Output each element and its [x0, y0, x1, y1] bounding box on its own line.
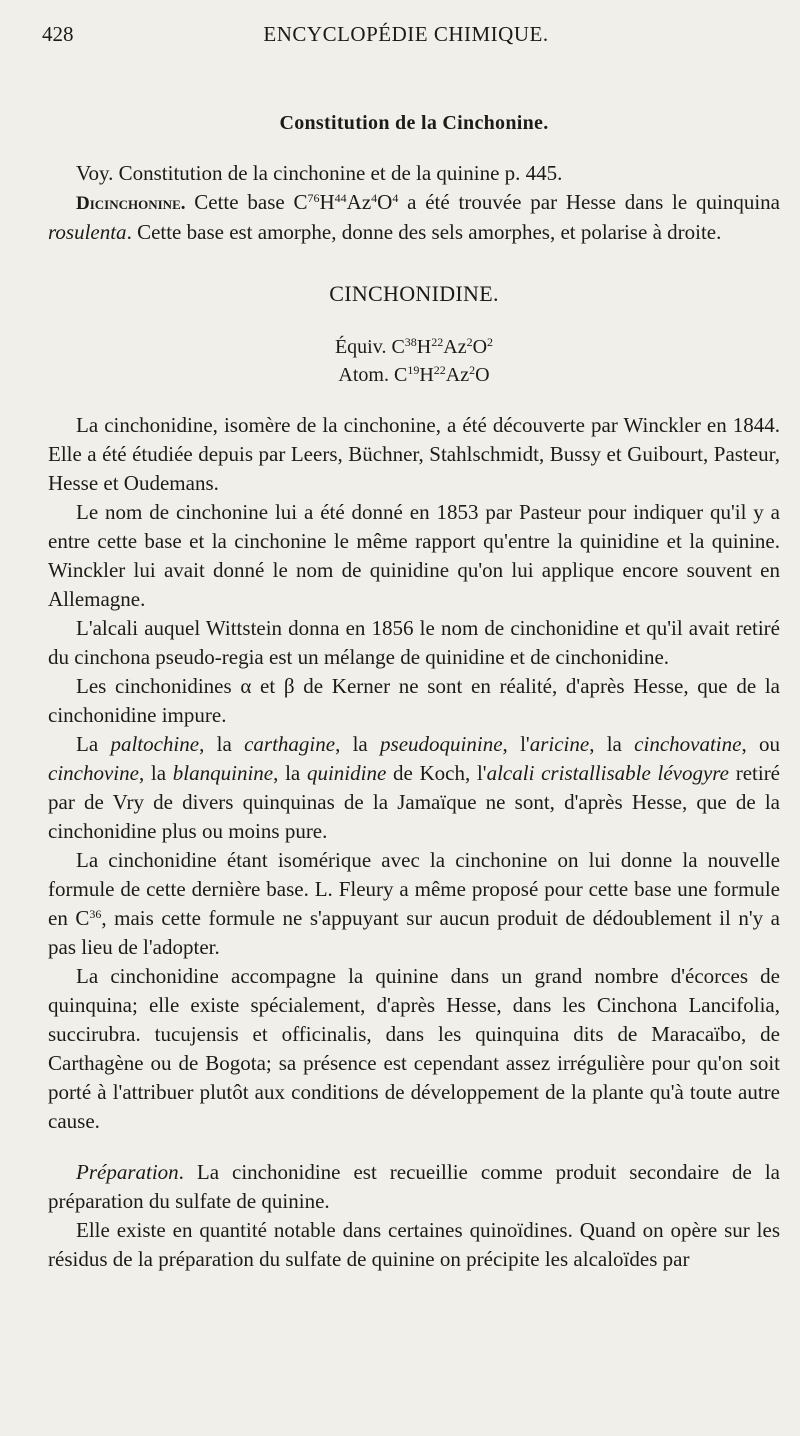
paragraph-naming: Le nom de cinchonine lui a été donné en 1853 par Pasteur pour indiquer qu'il y a entre cette base et la cinchonine le même rapport qu'entre la quinidine et la quinine. Winckler lui avait donné le nom de quinidine qu'on lui applique encore souvent en Allemagne.: [48, 500, 780, 611]
text-run: , ou: [741, 732, 781, 756]
text-run: , l': [502, 732, 530, 756]
running-title: ENCYCLOPÉDIE CHIMIQUE.: [263, 22, 549, 46]
text-run: O: [377, 190, 393, 214]
text-run: Az: [346, 190, 372, 214]
page-header: [42, 22, 770, 52]
italic-term: cinchovine: [48, 761, 139, 785]
atom-formula: [48, 361, 780, 389]
paragraph-preparation: [48, 1158, 780, 1216]
text-run: , mais cette formule ne s'appuyant sur aucun produit de dédoublement il n'y a pas lieu de l'adopter.: [48, 906, 780, 959]
italic-heading: Préparation: [76, 1160, 179, 1184]
text-run: , la: [335, 732, 381, 756]
paragraph-occurrence: La cinchonidine accompagne la quinine dans un grand nombre d'écorces de quinquina; elle existe spécialement, d'après Hesse, dans les Cinchona Lancifolia, succirubra. tucujensis et officinalis, dans les quinquina dits de Maracaïbo, de Carthagène ou de Bogota; sa présence est cependant assez irrégulière pour qu'on soit porté à l'attribuer plutôt aux conditions de développement de la plante qu'à toute autre cause.: [48, 964, 780, 1133]
element-symbol: O: [475, 364, 490, 386]
paragraph-discovery: La cinchonidine, isomère de la cinchonine, a été découverte par Winckler en 1844. Elle a été étudiée depuis par Leers, Büchner, Stahlschmidt, Bussy et Guibourt, Pasteur, Hesse et Oudemans.: [48, 413, 780, 495]
text-run: de Koch, l': [386, 761, 487, 785]
text-run: , la: [138, 761, 173, 785]
italic-term: aricine: [529, 732, 590, 756]
italic-term: blanquinine: [172, 761, 274, 785]
text-run: , la: [589, 732, 635, 756]
paragraph-wittstein: L'alcali auquel Wittstein donna en 1856 le nom de cinchonidine et qu'il avait retiré du cinchona pseudo-regia est un mélange de quinidine et de cinchonidine.: [48, 616, 780, 669]
element-symbol: H: [416, 336, 432, 358]
text-run: , la: [273, 761, 307, 785]
superscript: 76: [307, 191, 320, 205]
text-run: . La cinchonidine est recueillie comme produit secondaire de la préparation du sulfate de quinine.: [48, 1160, 780, 1213]
italic-term: cinchovatine: [634, 732, 742, 756]
element-symbol: C: [391, 336, 405, 358]
italic-term: carthagine: [244, 732, 336, 756]
superscript: 4: [371, 191, 378, 205]
dicinchonine-paragraph: [48, 188, 780, 247]
superscript: 22: [431, 335, 444, 349]
element-symbol: Az: [443, 336, 467, 358]
element-symbol: O: [472, 336, 488, 358]
equiv-formula: [48, 333, 780, 361]
section-title: Constitution de la Cinchonine.: [279, 112, 549, 134]
superscript: 2: [487, 335, 494, 349]
italic-term: pseudoquinine: [380, 732, 503, 756]
paragraph-synonyms: [48, 730, 780, 846]
element-symbol: Az: [445, 364, 470, 386]
text-run: La: [76, 732, 111, 756]
superscript: 36: [89, 907, 102, 921]
superscript: 2: [466, 335, 473, 349]
superscript: 19: [407, 363, 420, 377]
text-run: , la: [199, 732, 245, 756]
voy-reference: Voy. Constitution de la cinchonine et de la quinine p. 445.: [76, 161, 563, 185]
italic-term: rosulenta: [48, 220, 127, 244]
formula-label: Atom.: [338, 364, 394, 386]
dicinchonine-term: Dicinchonine.: [76, 193, 186, 214]
chapter-title: CINCHONIDINE.: [329, 281, 499, 306]
italic-term: quinidine: [306, 761, 387, 785]
text-run: a été trouvée par Hesse dans le quinquina: [398, 190, 780, 214]
page-content: [48, 112, 780, 1274]
spacer: [48, 1136, 780, 1158]
text-run: H: [319, 190, 335, 214]
page-number: 428: [42, 22, 74, 46]
formula-label: Équiv.: [334, 336, 392, 358]
text-run: La cinchonidine étant isomérique avec la cinchonine on lui donne la nouvelle formule de cette dernière base. L. Fleury a même proposé pour cette base une formule en C: [48, 848, 780, 930]
element-symbol: H: [419, 364, 434, 386]
text-run: . Cette base est amorphe, donne des sels amorphes, et polarise à droite.: [126, 220, 722, 244]
paragraph-quinoidines: Elle existe en quantité notable dans certaines quinoïdines. Quand on opère sur les résidus de la préparation du sulfate de quinine on précipite les alcaloïdes par: [48, 1218, 780, 1271]
italic-term: alcali cristallisable lévogyre: [486, 761, 729, 785]
italic-term: paltochine: [110, 732, 200, 756]
text-run: retiré par de Vry de divers quinquinas de la Jamaïque ne sont, d'après Hesse, que de la cinchonidine plus ou moins pure.: [48, 761, 781, 843]
text-run: Cette base C: [185, 190, 308, 214]
superscript: 44: [334, 191, 347, 205]
superscript: 38: [404, 335, 417, 349]
element-symbol: C: [393, 364, 408, 386]
paragraph-kerner: Les cinchonidines α et β de Kerner ne sont en réalité, d'après Hesse, que de la cinchonidine impure.: [48, 674, 780, 727]
formula-block: [48, 333, 780, 389]
superscript: 2: [469, 363, 476, 377]
superscript: 22: [433, 363, 446, 377]
paragraph-formula: [48, 846, 780, 962]
superscript: 4: [392, 191, 399, 205]
